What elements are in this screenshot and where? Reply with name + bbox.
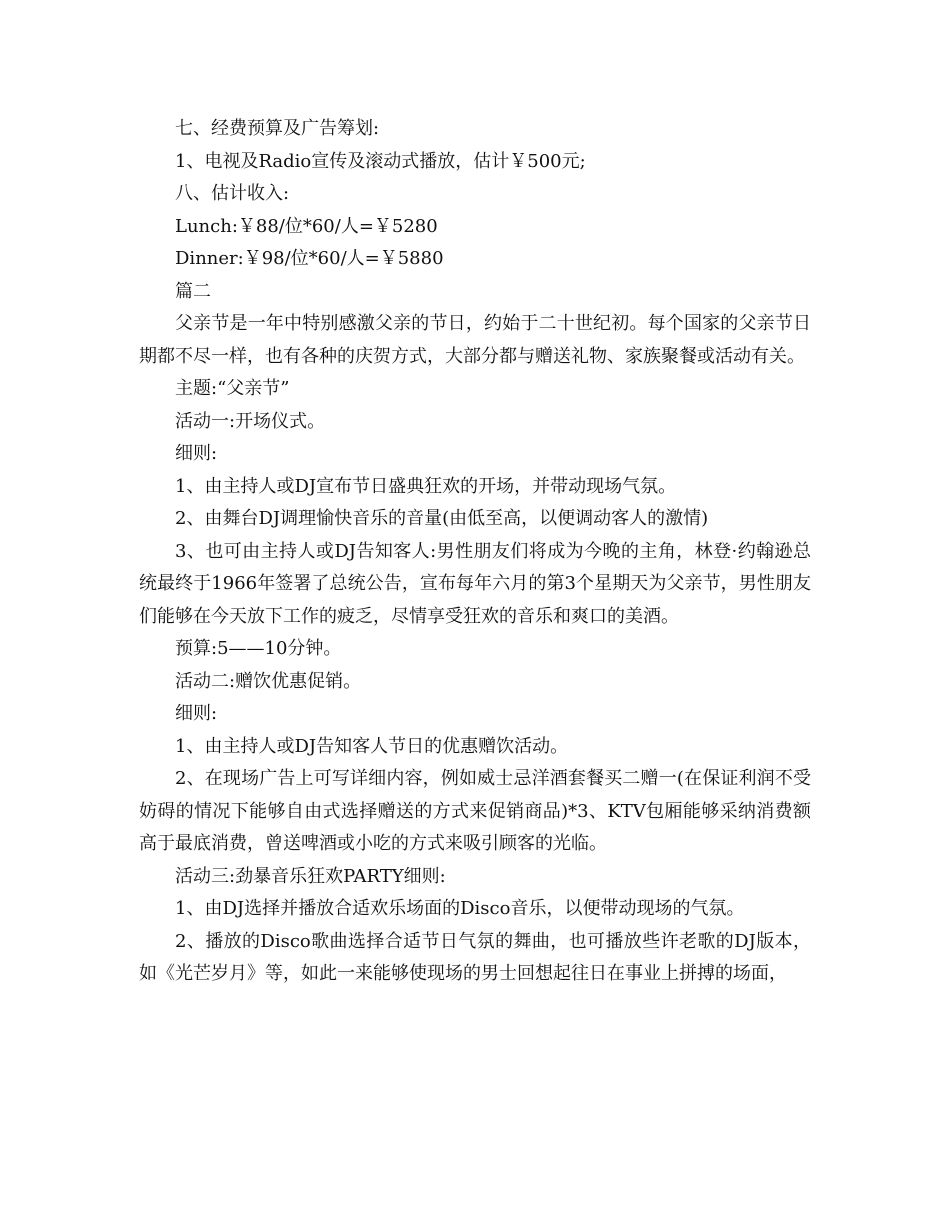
activity-two-heading: 活动二:赠饮优惠促销。 — [175, 670, 362, 692]
activity-one-item: 3、也可由主持人或DJ告知客人:男性朋友们将成为今晚的主角，林登·约翰逊总统最终于1966年签署了总统公告，宣布每年六月的第3个星期天为父亲节，男性朋友们能够在今天放下工作的疲乏，尽情享受狂欢的音乐和爽口的美酒。 — [139, 540, 811, 627]
income-lunch: Lunch:￥88/位*60/人=￥5280 — [175, 215, 438, 237]
activity-one-item: 1、由主持人或DJ宣布节日盛典狂欢的开场，并带动现场气氛。 — [175, 475, 677, 497]
section-heading-income: 八、估计收入: — [175, 183, 290, 204]
activity-two-item: 1、由主持人或DJ告知客人节日的优惠赠饮活动。 — [175, 735, 569, 757]
activity-one-item: 2、由舞台DJ调理愉快音乐的音量(由低至高，以便调动客人的激情) — [175, 508, 709, 529]
part-two-heading: 篇二 — [175, 280, 211, 302]
activity-two-item: 2、在现场广告上可写详细内容，例如威士忌洋酒套餐买二赠一(在保证利润不受妨碍的情况下能够自由式选择赠送的方式来促销商品)*3、KTV包厢能够采纳消费额高于最底消费，曾送啤酒或小吃的方式来吸引顾客的光临。 — [139, 768, 811, 854]
activity-three-item: 2、播放的Disco歌曲选择合适节日气氛的舞曲，也可播放些许老歌的DJ版本，如《光芒岁月》等，如此一来能够使现场的男士回想起往日在事业上拼搏的场面， — [139, 930, 811, 984]
section-heading-budget: 七、经费预算及广告筹划: — [175, 118, 380, 139]
intro-paragraph: 父亲节是一年中特别感激父亲的节日，约始于二十世纪初。每个国家的父亲节日期都不尽一样，也有各种的庆贺方式，大部分都与赠送礼物、家族聚餐或活动有关。 — [139, 313, 811, 367]
activity-one-budget: 预算:5——10分钟。 — [175, 638, 342, 659]
document-body — [139, 113, 811, 991]
income-dinner: Dinner:￥98/位*60/人=￥5880 — [175, 248, 444, 269]
budget-item: 1、电视及Radio宣传及滚动式播放，估计￥500元; — [175, 150, 586, 172]
details-label: 细则: — [175, 703, 218, 724]
activity-one-heading: 活动一:开场仪式。 — [175, 410, 326, 432]
theme-line: 主题:“父亲节” — [175, 378, 290, 399]
activity-three-item: 1、由DJ选择并播放合适欢乐场面的Disco音乐，以便带动现场的气氛。 — [175, 898, 745, 919]
activity-three-heading: 活动三:劲暴音乐狂欢PARTY细则: — [175, 865, 446, 887]
details-label: 细则: — [175, 443, 218, 464]
